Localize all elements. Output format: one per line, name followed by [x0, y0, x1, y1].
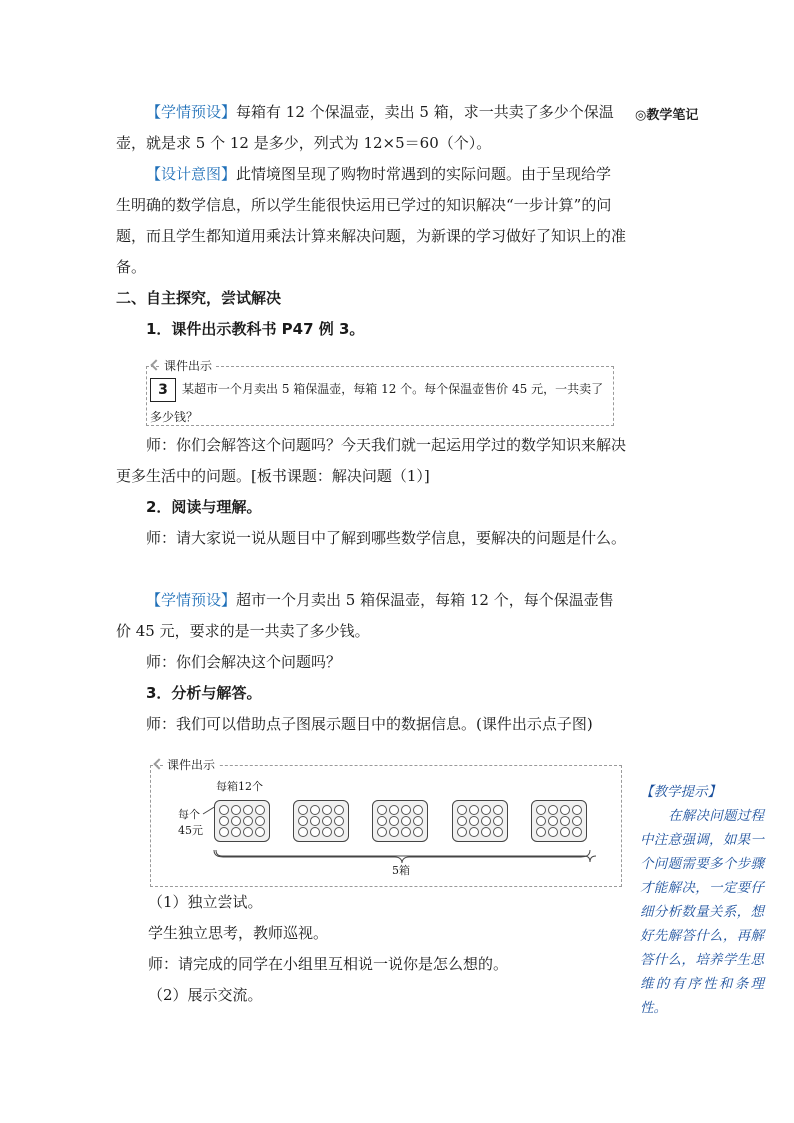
tag-learning-preset: 【学情预设】: [146, 103, 237, 121]
box-tray-4: [452, 800, 508, 842]
thermos-dot: [310, 816, 320, 826]
thermos-dot: [560, 805, 570, 815]
thermos-dot: [243, 805, 253, 815]
problem-number: 3: [150, 378, 176, 402]
thermos-dot: [481, 805, 491, 815]
thermos-dot: [536, 816, 546, 826]
thermos-dot: [310, 827, 320, 837]
thermos-dot: [334, 805, 344, 815]
para-text: 此情境图呈现了购物时常遇到的实际问题。由于呈现给学生明确的数学信息，所以学生能很快运用已学过的知识解决“一步计算”的问题，而且学生都知道用乘法计算来解决问题，为新课的学习做好了知识上的准备。: [116, 165, 627, 276]
thermos-dot: [548, 816, 558, 826]
thermos-dot: [322, 816, 332, 826]
problem-text: 某超市一个月卖出 5 箱保温壶，每箱 12 个。每个保温壶售价 45 元，一共卖了多少钱？: [150, 382, 604, 424]
thermos-dot: [481, 816, 491, 826]
thermos-dot: [231, 816, 241, 826]
thermos-dot: [413, 827, 423, 837]
section-heading: 二、自主探究，尝试解决: [116, 289, 282, 307]
teacher-line-1: 师：你们会解答这个问题吗？今天我们就一起运用学过的数学知识来解决更多生活中的问题。[板书课题：解决问题（1）]: [116, 436, 627, 485]
courseware-label-2: 课件出示: [163, 756, 219, 773]
thermos-dot: [219, 827, 229, 837]
price-label-line2: 45元: [178, 824, 203, 837]
thermos-dot: [219, 805, 229, 815]
thermos-dot: [255, 805, 265, 815]
thermos-dot: [255, 816, 265, 826]
price-label-line1: 每个: [178, 808, 200, 821]
teacher-line-2: 师：请大家说一说从题目中了解到哪些数学信息，要解决的问题是什么。: [146, 529, 627, 547]
teaching-notes-label: ◎教学笔记: [635, 108, 699, 123]
thermos-dot: [413, 805, 423, 815]
thermos-dot: [334, 816, 344, 826]
per-box-label: 每箱12个: [216, 780, 263, 793]
tag-learning-preset: 【学情预设】: [146, 591, 237, 609]
thermos-dot: [298, 827, 308, 837]
thermos-dot: [377, 827, 387, 837]
thermos-dot: [298, 805, 308, 815]
thermos-dot: [377, 805, 387, 815]
box-tray-3: [372, 800, 428, 842]
thermos-dot: [389, 805, 399, 815]
thermos-dot: [231, 805, 241, 815]
thermos-dot: [322, 827, 332, 837]
step-2-heading: 2．阅读与理解。: [146, 498, 262, 516]
thermos-dot: [536, 805, 546, 815]
step-3-heading: 3．分析与解答。: [146, 684, 262, 702]
total-boxes-label: 5箱: [392, 864, 410, 877]
thermos-dot: [572, 805, 582, 815]
thermos-dot: [493, 816, 503, 826]
thermos-dot: [255, 827, 265, 837]
thermos-dot: [469, 816, 479, 826]
teaching-tip: [640, 780, 764, 1020]
thermos-dot: [560, 827, 570, 837]
thermos-dot: [469, 805, 479, 815]
thermos-dot: [572, 816, 582, 826]
thermos-dot: [481, 827, 491, 837]
thermos-dot: [457, 827, 467, 837]
thermos-dot: [457, 805, 467, 815]
box-tray-1: [214, 800, 270, 842]
thermos-dot: [457, 816, 467, 826]
tip-title: 【教学提示】: [640, 784, 721, 800]
thermos-dot: [243, 816, 253, 826]
thermos-dot: [469, 827, 479, 837]
thermos-dot: [493, 827, 503, 837]
thermos-dot: [401, 805, 411, 815]
thermos-dot: [536, 827, 546, 837]
thermos-dot: [231, 827, 241, 837]
thermos-dot: [310, 805, 320, 815]
thermos-dot: [548, 827, 558, 837]
thermos-dot: [560, 816, 570, 826]
thermos-dot: [243, 827, 253, 837]
thermos-dot: [401, 827, 411, 837]
tag-design-intent: 【设计意图】: [146, 165, 237, 183]
thermos-dot: [298, 816, 308, 826]
box-tray-2: [293, 800, 349, 842]
thermos-dot: [377, 816, 387, 826]
thermos-dot: [389, 827, 399, 837]
tip-body: 在解决问题过程中注意强调，如果一个问题需要多个步骤才能解决，一定要仔细分析数量关系，想好先解答什么，再解答什么，培养学生思维的有序性和条理性。: [640, 808, 764, 1016]
step-1-heading: 1．课件出示教科书 P47 例 3。: [146, 320, 365, 338]
thermos-dot: [219, 816, 229, 826]
sub-step-1: （1）独立尝试。: [148, 893, 263, 911]
para-text: 每箱有 12 个保温壶，卖出 5 箱，求一共卖了多少个保温壶，就是求 5 个 12 是多少，列式为 12×5＝60（个）。: [116, 103, 614, 152]
thermos-dot: [322, 805, 332, 815]
sub-step-1-text: 学生独立思考，教师巡视。: [148, 924, 329, 942]
teacher-line-3: 师：你们会解决这个问题吗？: [146, 653, 342, 671]
thermos-dot: [413, 816, 423, 826]
thermos-dot: [548, 805, 558, 815]
teacher-line-4: 师：我们可以借助点子图展示题目中的数据信息。(课件出示点子图): [146, 715, 593, 733]
para-text: 超市一个月卖出 5 箱保温壶，每箱 12 个，每个保温壶售价 45 元，要求的是一共卖了多少钱。: [116, 591, 614, 640]
thermos-dot: [401, 816, 411, 826]
thermos-dot: [493, 805, 503, 815]
teacher-line-5: 师：请完成的同学在小组里互相说一说你是怎么想的。: [148, 955, 509, 973]
thermos-dot: [389, 816, 399, 826]
thermos-dot: [572, 827, 582, 837]
courseware-label-1: 课件出示: [160, 357, 216, 374]
box-tray-5: [531, 800, 587, 842]
thermos-dot: [334, 827, 344, 837]
sub-step-2: （2）展示交流。: [148, 986, 263, 1004]
